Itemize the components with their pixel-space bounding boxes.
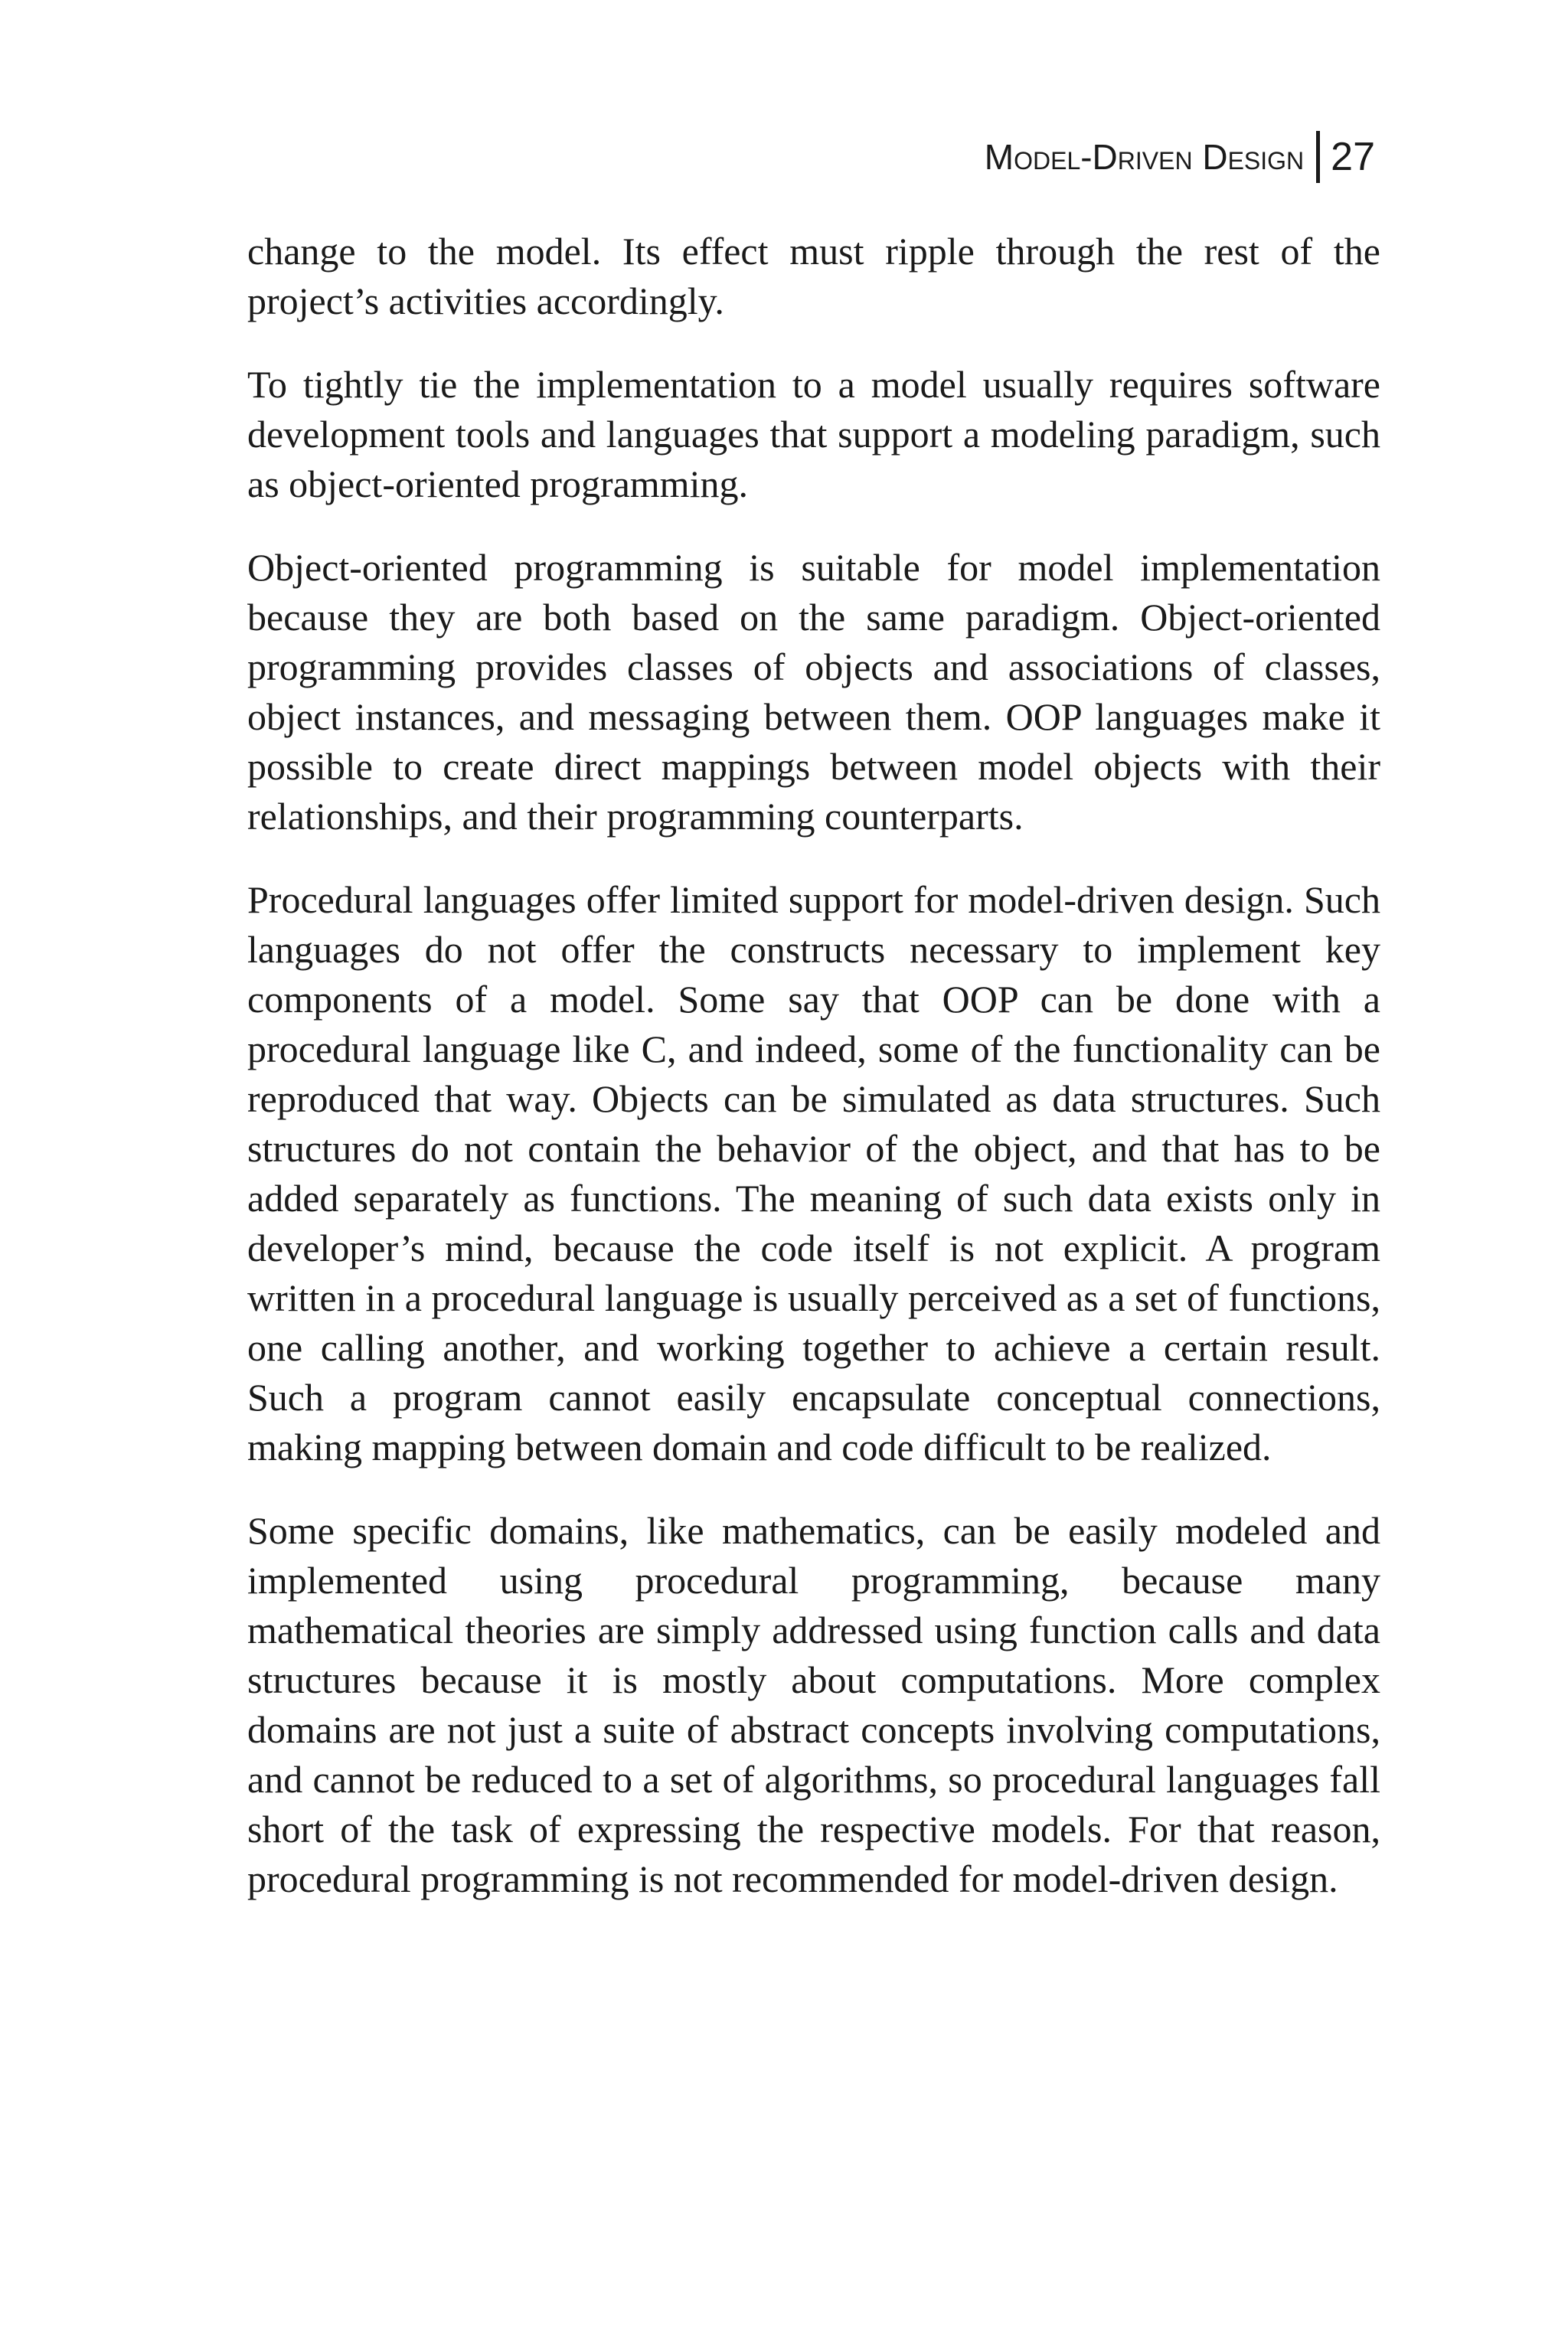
body-text [247, 227, 1380, 1938]
paragraph-5: Some specific domains, like mathematics, can be easily modeled and implemented using procedural programming, because many mathematical theories are simply addressed using function calls and data structures because it is mostly about computations. More complex domains are not just a suite of abstract concepts involving computations, and cannot be reduced to a set of algorithms, so procedural languages fall short of the task of expressing the respective models. For that reason, procedural programming is not recommended for model-driven design. [247, 1509, 1380, 1900]
paragraph-4: Procedural languages offer limited support for model-driven design. Such languages do not offer the constructs necessary to implement key components of a model. Some say that OOP can be done with a procedural language like C, and indeed, some of the functionality can be reproduced that way. Objects can be simulated as data structures. Such structures do not contain the behavior of the object, and that has to be added separately as functions. The meaning of such data exists only in developer’s mind, because the code itself is not explicit. A program written in a procedural language is usually perceived as a set of functions, one calling another, and working together to achieve a certain result. Such a program cannot easily encapsulate conceptual connections, making mapping between domain and code difficult to be realized. [247, 878, 1380, 1468]
paragraph-2: To tightly tie the implementation to a model usually requires software development tools and languages that support a modeling paradigm, such as object-oriented programming. [247, 363, 1380, 505]
section-title: Model-Driven Design [984, 137, 1305, 177]
header-divider [1316, 131, 1320, 183]
running-header [985, 130, 1375, 184]
paragraph-1: change to the model. Its effect must ripple through the rest of the project’s activities accordingly. [247, 230, 1380, 322]
page-number: 27 [1331, 135, 1375, 179]
paragraph-3: Object-oriented programming is suitable for model implementation because they are both based on the same paradigm. Object-oriented programming provides classes of objects and associations of classes, object instances, and messaging between them. OOP languages make it possible to create direct mappings between model objects with their relationships, and their programming counterparts. [247, 546, 1380, 838]
